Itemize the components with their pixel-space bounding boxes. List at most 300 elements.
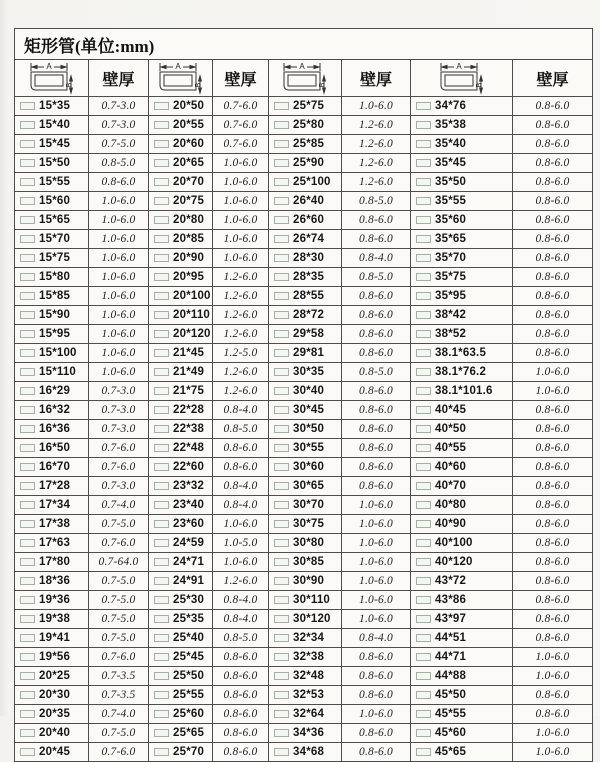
size-value: 15*45 bbox=[39, 137, 71, 150]
size-value: 35*75 bbox=[435, 270, 467, 283]
thickness-cell: 0.8-6.0 bbox=[513, 154, 593, 173]
tube-profile-icon bbox=[154, 444, 169, 452]
size-cell bbox=[411, 287, 513, 306]
thickness-cell: 0.8-4.0 bbox=[342, 629, 411, 648]
size-cell bbox=[269, 572, 342, 591]
size-cell bbox=[411, 572, 513, 591]
thickness-cell: 0.8-6.0 bbox=[213, 667, 269, 686]
size-value: 30*35 bbox=[293, 365, 325, 378]
tube-profile-icon bbox=[20, 159, 35, 167]
tube-profile-icon bbox=[274, 102, 289, 110]
tube-profile-icon bbox=[416, 444, 431, 452]
rect-tube-spec-table bbox=[14, 28, 593, 762]
size-cell bbox=[15, 97, 89, 116]
size-value: 35*40 bbox=[435, 137, 467, 150]
thickness-cell: 1.0-6.0 bbox=[342, 496, 411, 515]
size-cell bbox=[269, 325, 342, 344]
tube-dimension-diagram-icon bbox=[155, 62, 207, 95]
size-cell bbox=[15, 667, 89, 686]
size-cell bbox=[411, 458, 513, 477]
size-cell bbox=[149, 648, 213, 667]
size-cell bbox=[15, 401, 89, 420]
size-cell bbox=[411, 477, 513, 496]
size-value: 40*120 bbox=[435, 555, 473, 568]
size-value: 44*71 bbox=[435, 650, 467, 663]
size-value: 30*85 bbox=[293, 555, 325, 568]
size-value: 40*70 bbox=[435, 479, 467, 492]
tube-profile-icon bbox=[20, 235, 35, 243]
tube-profile-icon bbox=[154, 558, 169, 566]
size-value: 25*50 bbox=[173, 669, 205, 682]
tube-profile-icon bbox=[416, 710, 431, 718]
tube-profile-icon bbox=[154, 596, 169, 604]
tube-profile-icon bbox=[416, 748, 431, 756]
size-value: 26*40 bbox=[293, 194, 325, 207]
size-cell bbox=[269, 553, 342, 572]
tube-profile-icon bbox=[274, 292, 289, 300]
size-value: 15*35 bbox=[39, 99, 71, 112]
size-value: 30*75 bbox=[293, 517, 325, 530]
wall-thickness-header-cell bbox=[513, 60, 593, 97]
thickness-cell: 0.8-6.0 bbox=[513, 135, 593, 154]
size-cell bbox=[269, 667, 342, 686]
size-value: 38.1*101.6 bbox=[435, 384, 493, 397]
tube-profile-icon bbox=[274, 520, 289, 528]
thickness-cell: 0.8-6.0 bbox=[342, 287, 411, 306]
thickness-cell: 1.0-6.0 bbox=[342, 97, 411, 116]
size-value: 15*85 bbox=[39, 289, 71, 302]
table-row bbox=[15, 667, 593, 686]
size-value: 17*28 bbox=[39, 479, 71, 492]
tube-profile-icon bbox=[20, 463, 35, 471]
tube-profile-icon bbox=[20, 406, 35, 414]
table-row bbox=[15, 192, 593, 211]
size-cell bbox=[149, 724, 213, 743]
thickness-cell: 0.8-6.0 bbox=[342, 648, 411, 667]
thickness-cell: 0.8-6.0 bbox=[89, 173, 149, 192]
thickness-cell: 0.8-6.0 bbox=[513, 420, 593, 439]
tube-profile-icon bbox=[416, 387, 431, 395]
thickness-cell: 0.7-3.0 bbox=[89, 382, 149, 401]
tube-profile-icon bbox=[416, 406, 431, 414]
size-value: 15*50 bbox=[39, 156, 71, 169]
tube-profile-icon bbox=[154, 710, 169, 718]
tube-profile-icon bbox=[20, 482, 35, 490]
thickness-cell: 0.8-4.0 bbox=[213, 610, 269, 629]
tube-profile-icon bbox=[154, 615, 169, 623]
size-value: 20*60 bbox=[173, 137, 205, 150]
tube-profile-icon bbox=[416, 482, 431, 490]
thickness-cell: 1.0-6.0 bbox=[213, 230, 269, 249]
tube-profile-icon bbox=[154, 653, 169, 661]
tube-profile-icon bbox=[154, 349, 169, 357]
size-value: 16*50 bbox=[39, 441, 71, 454]
tube-profile-icon bbox=[274, 729, 289, 737]
size-value: 45*55 bbox=[435, 707, 467, 720]
tube-profile-icon bbox=[274, 463, 289, 471]
size-cell bbox=[411, 496, 513, 515]
tube-profile-icon bbox=[416, 425, 431, 433]
size-cell bbox=[411, 306, 513, 325]
table-row bbox=[15, 724, 593, 743]
tube-dimension-diagram-icon bbox=[26, 62, 78, 95]
thickness-cell: 0.7-4.0 bbox=[89, 496, 149, 515]
size-cell bbox=[411, 534, 513, 553]
size-value: 45*65 bbox=[435, 745, 467, 758]
thickness-cell: 0.8-6.0 bbox=[513, 249, 593, 268]
size-cell bbox=[149, 211, 213, 230]
size-value: 19*56 bbox=[39, 650, 71, 663]
thickness-cell: 1.0-6.0 bbox=[342, 534, 411, 553]
table-row bbox=[15, 591, 593, 610]
tube-profile-icon bbox=[274, 140, 289, 148]
thickness-cell: 0.7-6.0 bbox=[89, 534, 149, 553]
thickness-cell: 1.0-6.0 bbox=[342, 572, 411, 591]
thickness-cell: 0.7-64.0 bbox=[89, 553, 149, 572]
tube-profile-icon bbox=[154, 140, 169, 148]
size-value: 20*100 bbox=[173, 289, 211, 302]
size-cell bbox=[269, 97, 342, 116]
thickness-cell: 1.0-6.0 bbox=[342, 553, 411, 572]
thickness-cell: 0.8-6.0 bbox=[513, 705, 593, 724]
tube-profile-icon bbox=[20, 254, 35, 262]
size-value: 30*80 bbox=[293, 536, 325, 549]
size-value: 17*34 bbox=[39, 498, 71, 511]
thickness-cell: 1.0-6.0 bbox=[513, 648, 593, 667]
thickness-cell: 0.8-6.0 bbox=[342, 344, 411, 363]
size-cell bbox=[149, 192, 213, 211]
size-value: 25*65 bbox=[173, 726, 205, 739]
size-cell bbox=[269, 534, 342, 553]
size-diagram-header-cell bbox=[269, 60, 342, 97]
tube-profile-icon bbox=[274, 596, 289, 604]
size-cell bbox=[269, 363, 342, 382]
tube-profile-icon bbox=[154, 102, 169, 110]
thickness-cell: 0.8-6.0 bbox=[513, 477, 593, 496]
thickness-cell: 0.8-6.0 bbox=[342, 477, 411, 496]
size-value: 21*45 bbox=[173, 346, 205, 359]
thickness-cell: 1.0-6.0 bbox=[89, 268, 149, 287]
tube-profile-icon bbox=[20, 672, 35, 680]
thickness-cell: 1.0-6.0 bbox=[213, 553, 269, 572]
size-cell bbox=[149, 420, 213, 439]
tube-profile-icon bbox=[20, 292, 35, 300]
size-value: 40*45 bbox=[435, 403, 467, 416]
thickness-cell: 1.0-6.0 bbox=[89, 344, 149, 363]
tube-profile-icon bbox=[154, 672, 169, 680]
size-cell bbox=[149, 382, 213, 401]
thickness-cell: 0.8-6.0 bbox=[213, 648, 269, 667]
size-cell bbox=[269, 439, 342, 458]
tube-profile-icon bbox=[154, 273, 169, 281]
thickness-cell: 0.8-6.0 bbox=[213, 743, 269, 762]
thickness-cell: 0.7-6.0 bbox=[89, 648, 149, 667]
size-cell bbox=[269, 496, 342, 515]
size-value: 16*70 bbox=[39, 460, 71, 473]
size-value: 15*65 bbox=[39, 213, 71, 226]
thickness-cell: 0.8-6.0 bbox=[513, 610, 593, 629]
tube-profile-icon bbox=[274, 444, 289, 452]
size-cell bbox=[15, 724, 89, 743]
thickness-cell: 1.0-6.0 bbox=[213, 211, 269, 230]
size-value: 30*65 bbox=[293, 479, 325, 492]
thickness-cell: 1.0-6.0 bbox=[89, 249, 149, 268]
size-value: 34*76 bbox=[435, 99, 467, 112]
size-cell bbox=[411, 154, 513, 173]
tube-profile-icon bbox=[20, 311, 35, 319]
size-value: 40*90 bbox=[435, 517, 467, 530]
thickness-cell: 0.8-6.0 bbox=[513, 268, 593, 287]
tube-profile-icon bbox=[274, 159, 289, 167]
size-value: 29*81 bbox=[293, 346, 325, 359]
tube-profile-icon bbox=[274, 368, 289, 376]
tube-profile-icon bbox=[274, 349, 289, 357]
thickness-cell: 0.8-6.0 bbox=[342, 420, 411, 439]
tube-profile-icon bbox=[274, 558, 289, 566]
size-value: 21*49 bbox=[173, 365, 205, 378]
size-value: 35*70 bbox=[435, 251, 467, 264]
tube-profile-icon bbox=[416, 273, 431, 281]
size-value: 25*80 bbox=[293, 118, 325, 131]
thickness-cell: 0.8-5.0 bbox=[89, 154, 149, 173]
tube-profile-icon bbox=[416, 634, 431, 642]
tube-profile-icon bbox=[154, 463, 169, 471]
size-value: 35*95 bbox=[435, 289, 467, 302]
thickness-cell: 0.8-6.0 bbox=[513, 325, 593, 344]
size-value: 22*60 bbox=[173, 460, 205, 473]
thickness-cell: 0.8-6.0 bbox=[513, 534, 593, 553]
tube-profile-icon bbox=[274, 634, 289, 642]
svg-text:B: B bbox=[319, 82, 326, 88]
thickness-cell: 0.7-5.0 bbox=[89, 629, 149, 648]
thickness-cell: 1.0-6.0 bbox=[213, 192, 269, 211]
size-cell bbox=[15, 211, 89, 230]
size-value: 23*60 bbox=[173, 517, 205, 530]
thickness-cell: 0.7-6.0 bbox=[89, 439, 149, 458]
size-cell bbox=[15, 458, 89, 477]
tube-profile-icon bbox=[154, 368, 169, 376]
size-value: 20*120 bbox=[173, 327, 211, 340]
table-row bbox=[15, 686, 593, 705]
size-cell bbox=[269, 648, 342, 667]
size-cell bbox=[15, 743, 89, 762]
thickness-cell: 0.8-6.0 bbox=[342, 211, 411, 230]
size-cell bbox=[411, 249, 513, 268]
size-value: 20*75 bbox=[173, 194, 205, 207]
size-diagram-header-cell bbox=[411, 60, 513, 97]
size-cell bbox=[411, 382, 513, 401]
size-value: 29*58 bbox=[293, 327, 325, 340]
thickness-cell: 0.8-5.0 bbox=[342, 363, 411, 382]
size-value: 26*60 bbox=[293, 213, 325, 226]
table-row bbox=[15, 572, 593, 591]
tube-profile-icon bbox=[274, 748, 289, 756]
tube-profile-icon bbox=[274, 691, 289, 699]
size-cell bbox=[269, 401, 342, 420]
size-value: 30*45 bbox=[293, 403, 325, 416]
wall-thickness-header-cell bbox=[342, 60, 411, 97]
tube-profile-icon bbox=[154, 729, 169, 737]
wall-thickness-header-label: 壁厚 bbox=[224, 71, 257, 89]
thickness-cell: 0.7-3.5 bbox=[89, 667, 149, 686]
size-cell bbox=[269, 306, 342, 325]
thickness-cell: 0.8-6.0 bbox=[513, 173, 593, 192]
thickness-cell: 0.8-4.0 bbox=[213, 477, 269, 496]
size-cell bbox=[269, 135, 342, 154]
tube-profile-icon bbox=[20, 539, 35, 547]
size-cell bbox=[411, 211, 513, 230]
thickness-cell: 0.8-6.0 bbox=[342, 686, 411, 705]
thickness-cell: 0.7-5.0 bbox=[89, 610, 149, 629]
size-value: 22*48 bbox=[173, 441, 205, 454]
size-value: 38.1*76.2 bbox=[435, 365, 487, 378]
tube-profile-icon bbox=[154, 406, 169, 414]
tube-profile-icon bbox=[274, 672, 289, 680]
size-cell bbox=[269, 705, 342, 724]
size-cell bbox=[269, 591, 342, 610]
size-cell bbox=[411, 515, 513, 534]
tube-profile-icon bbox=[154, 577, 169, 585]
tube-profile-icon bbox=[416, 197, 431, 205]
table-row bbox=[15, 439, 593, 458]
tube-profile-icon bbox=[416, 501, 431, 509]
size-cell bbox=[149, 572, 213, 591]
tube-profile-icon bbox=[274, 330, 289, 338]
size-cell bbox=[411, 439, 513, 458]
size-cell bbox=[269, 230, 342, 249]
svg-text:B: B bbox=[194, 82, 202, 88]
table-row bbox=[15, 116, 593, 135]
tube-profile-icon bbox=[20, 520, 35, 528]
size-cell bbox=[411, 230, 513, 249]
thickness-cell: 0.8-6.0 bbox=[513, 287, 593, 306]
size-cell bbox=[149, 629, 213, 648]
thickness-cell: 1.0-5.0 bbox=[213, 534, 269, 553]
size-value: 16*32 bbox=[39, 403, 71, 416]
size-value: 19*41 bbox=[39, 631, 71, 644]
thickness-cell: 0.7-6.0 bbox=[89, 743, 149, 762]
tube-profile-icon bbox=[154, 520, 169, 528]
tube-profile-icon bbox=[274, 121, 289, 129]
tube-profile-icon bbox=[416, 729, 431, 737]
size-value: 25*40 bbox=[173, 631, 205, 644]
tube-profile-icon bbox=[274, 577, 289, 585]
tube-profile-icon bbox=[154, 691, 169, 699]
size-cell bbox=[411, 401, 513, 420]
size-cell bbox=[411, 97, 513, 116]
size-cell bbox=[15, 249, 89, 268]
thickness-cell: 0.7-3.0 bbox=[89, 116, 149, 135]
size-cell bbox=[269, 116, 342, 135]
size-cell bbox=[149, 401, 213, 420]
tube-profile-icon bbox=[20, 444, 35, 452]
table-row bbox=[15, 154, 593, 173]
size-value: 28*55 bbox=[293, 289, 325, 302]
thickness-cell: 1.0-6.0 bbox=[513, 363, 593, 382]
tube-profile-icon bbox=[20, 558, 35, 566]
thickness-cell: 1.0-6.0 bbox=[89, 325, 149, 344]
tube-profile-icon bbox=[416, 311, 431, 319]
size-cell bbox=[411, 192, 513, 211]
tube-profile-icon bbox=[20, 387, 35, 395]
size-value: 30*60 bbox=[293, 460, 325, 473]
tube-profile-icon bbox=[274, 273, 289, 281]
tube-profile-icon bbox=[416, 558, 431, 566]
tube-profile-icon bbox=[154, 311, 169, 319]
tube-profile-icon bbox=[274, 387, 289, 395]
tube-profile-icon bbox=[20, 140, 35, 148]
size-cell bbox=[15, 496, 89, 515]
svg-text:A: A bbox=[174, 62, 181, 71]
thickness-cell: 1.0-6.0 bbox=[513, 382, 593, 401]
thickness-cell: 0.7-4.0 bbox=[89, 705, 149, 724]
size-cell bbox=[411, 610, 513, 629]
thickness-cell: 0.8-6.0 bbox=[342, 306, 411, 325]
tube-profile-icon bbox=[20, 216, 35, 224]
tube-profile-icon bbox=[274, 216, 289, 224]
thickness-cell: 0.8-6.0 bbox=[342, 743, 411, 762]
thickness-cell: 1.2-6.0 bbox=[213, 363, 269, 382]
thickness-cell: 0.7-5.0 bbox=[89, 135, 149, 154]
size-value: 19*38 bbox=[39, 612, 71, 625]
thickness-cell: 0.7-6.0 bbox=[213, 116, 269, 135]
size-value: 24*91 bbox=[173, 574, 205, 587]
tube-profile-icon bbox=[20, 178, 35, 186]
size-value: 15*55 bbox=[39, 175, 71, 188]
tube-profile-icon bbox=[20, 330, 35, 338]
table-row bbox=[15, 553, 593, 572]
thickness-cell: 0.8-6.0 bbox=[513, 306, 593, 325]
thickness-cell: 0.8-6.0 bbox=[513, 515, 593, 534]
size-cell bbox=[411, 648, 513, 667]
size-value: 35*45 bbox=[435, 156, 467, 169]
thickness-cell: 1.0-6.0 bbox=[213, 173, 269, 192]
tube-profile-icon bbox=[154, 121, 169, 129]
thickness-cell: 0.8-6.0 bbox=[513, 97, 593, 116]
size-value: 34*68 bbox=[293, 745, 325, 758]
tube-profile-icon bbox=[154, 178, 169, 186]
size-value: 20*25 bbox=[39, 669, 71, 682]
size-value: 20*40 bbox=[39, 726, 71, 739]
thickness-cell: 1.2-6.0 bbox=[342, 116, 411, 135]
size-cell bbox=[15, 363, 89, 382]
tube-profile-icon bbox=[416, 102, 431, 110]
size-value: 25*30 bbox=[173, 593, 205, 606]
thickness-cell: 1.0-6.0 bbox=[342, 591, 411, 610]
size-value: 20*80 bbox=[173, 213, 205, 226]
tube-profile-icon bbox=[20, 501, 35, 509]
size-cell bbox=[411, 743, 513, 762]
size-value: 26*74 bbox=[293, 232, 325, 245]
size-cell bbox=[15, 553, 89, 572]
size-cell bbox=[411, 135, 513, 154]
tube-profile-icon bbox=[20, 349, 35, 357]
tube-profile-icon bbox=[20, 577, 35, 585]
size-value: 16*29 bbox=[39, 384, 71, 397]
size-cell bbox=[15, 686, 89, 705]
thickness-cell: 0.8-6.0 bbox=[513, 553, 593, 572]
size-value: 25*60 bbox=[173, 707, 205, 720]
size-cell bbox=[149, 268, 213, 287]
thickness-cell: 1.0-6.0 bbox=[89, 363, 149, 382]
size-value: 20*95 bbox=[173, 270, 205, 283]
thickness-cell: 0.8-6.0 bbox=[342, 230, 411, 249]
size-cell bbox=[149, 515, 213, 534]
size-cell bbox=[149, 325, 213, 344]
size-cell bbox=[15, 534, 89, 553]
tube-profile-icon bbox=[20, 368, 35, 376]
size-cell bbox=[15, 192, 89, 211]
